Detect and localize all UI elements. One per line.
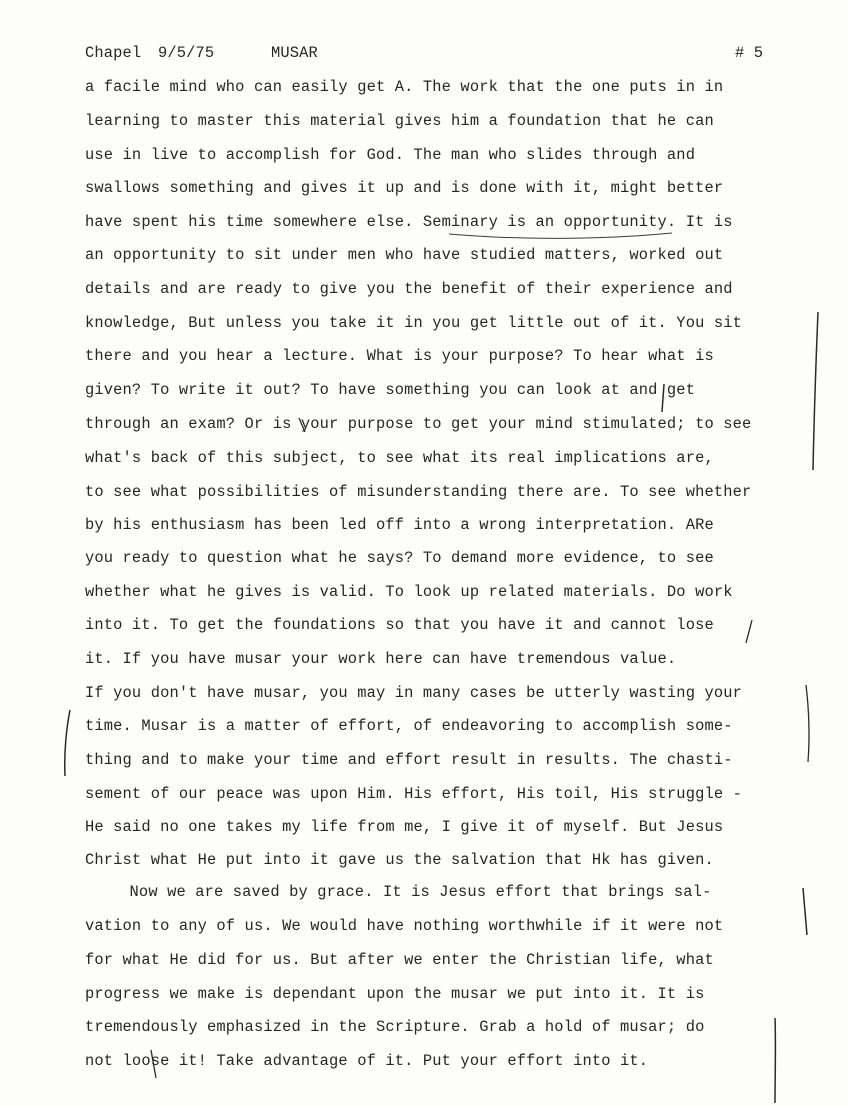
correction-stroke-mark: [746, 620, 752, 643]
margin-line-mark: [813, 312, 818, 470]
text-line: a facile mind who can easily get A. The work that the one puts in in: [85, 78, 724, 96]
text-line: details and are ready to give you the benefit of their experience and: [85, 280, 733, 298]
text-line: sement of our peace was upon Him. His effort, His toil, His struggle -: [85, 785, 743, 803]
underline-mark: [449, 233, 672, 238]
text-line: not loose it! Take advantage of it. Put your effort into it.: [85, 1052, 649, 1070]
text-line: Christ what He put into it gave us the salvation that Hk has given.: [85, 851, 714, 869]
text-line: given? To write it out? To have something you can look at and get: [85, 381, 696, 399]
header-date: 9/5/75: [158, 44, 215, 62]
text-line: through an exam? Or is your purpose to get your mind stimulated; to see: [85, 415, 752, 433]
text-line: He said no one takes my life from me, I give it of myself. But Jesus: [85, 818, 724, 836]
text-line: what's back of this subject, to see what its real implications are,: [85, 449, 714, 467]
text-line: whether what he gives is valid. To look up related materials. Do work: [85, 583, 733, 601]
text-line: Now we are saved by grace. It is Jesus effort that brings sal-: [92, 883, 712, 901]
text-line: an opportunity to sit under men who have studied matters, worked out: [85, 246, 724, 264]
text-line: tremendously emphasized in the Scripture. Grab a hold of musar; do: [85, 1018, 705, 1036]
text-line: knowledge, But unless you take it in you get little out of it. You sit: [85, 314, 743, 332]
text-line: time. Musar is a matter of effort, of endeavoring to accomplish some-: [85, 717, 733, 735]
text-line: you ready to question what he says? To demand more evidence, to see: [85, 549, 714, 567]
text-line: use in live to accomplish for God. The man who slides through and: [85, 146, 696, 164]
text-line: there and you hear a lecture. What is your purpose? To hear what is: [85, 347, 714, 365]
margin-bracket-mark: [65, 710, 70, 776]
text-line: into it. To get the foundations so that you have it and cannot lose: [85, 616, 714, 634]
text-line: by his enthusiasm has been led off into a wrong interpretation. ARe: [85, 516, 714, 534]
text-line: vation to any of us. We would have nothing worthwhile if it were not: [85, 917, 724, 935]
header-subject: MUSAR: [271, 44, 318, 62]
text-line: it. If you have musar your work here can have tremendous value.: [85, 650, 677, 668]
margin-line-mark: [803, 888, 807, 935]
text-line: for what He did for us. But after we enter the Christian life, what: [85, 951, 714, 969]
header-page-number: # 5: [735, 44, 764, 62]
text-line: If you don't have musar, you may in many cases be utterly wasting your: [85, 684, 743, 702]
text-line: swallows something and gives it up and is done with it, might better: [85, 179, 724, 197]
text-line: have spent his time somewhere else. Seminary is an opportunity. It is: [85, 213, 733, 231]
text-line: learning to master this material gives him a foundation that he can: [85, 112, 714, 130]
text-line: progress we make is dependant upon the musar we put into it. It is: [85, 985, 705, 1003]
text-line: thing and to make your time and effort result in results. The chasti-: [85, 751, 733, 769]
text-line: to see what possibilities of misunderstanding there are. To see whether: [85, 483, 752, 501]
margin-line-mark: [806, 685, 809, 762]
header-title: Chapel: [85, 44, 142, 62]
page-header: [85, 44, 785, 64]
